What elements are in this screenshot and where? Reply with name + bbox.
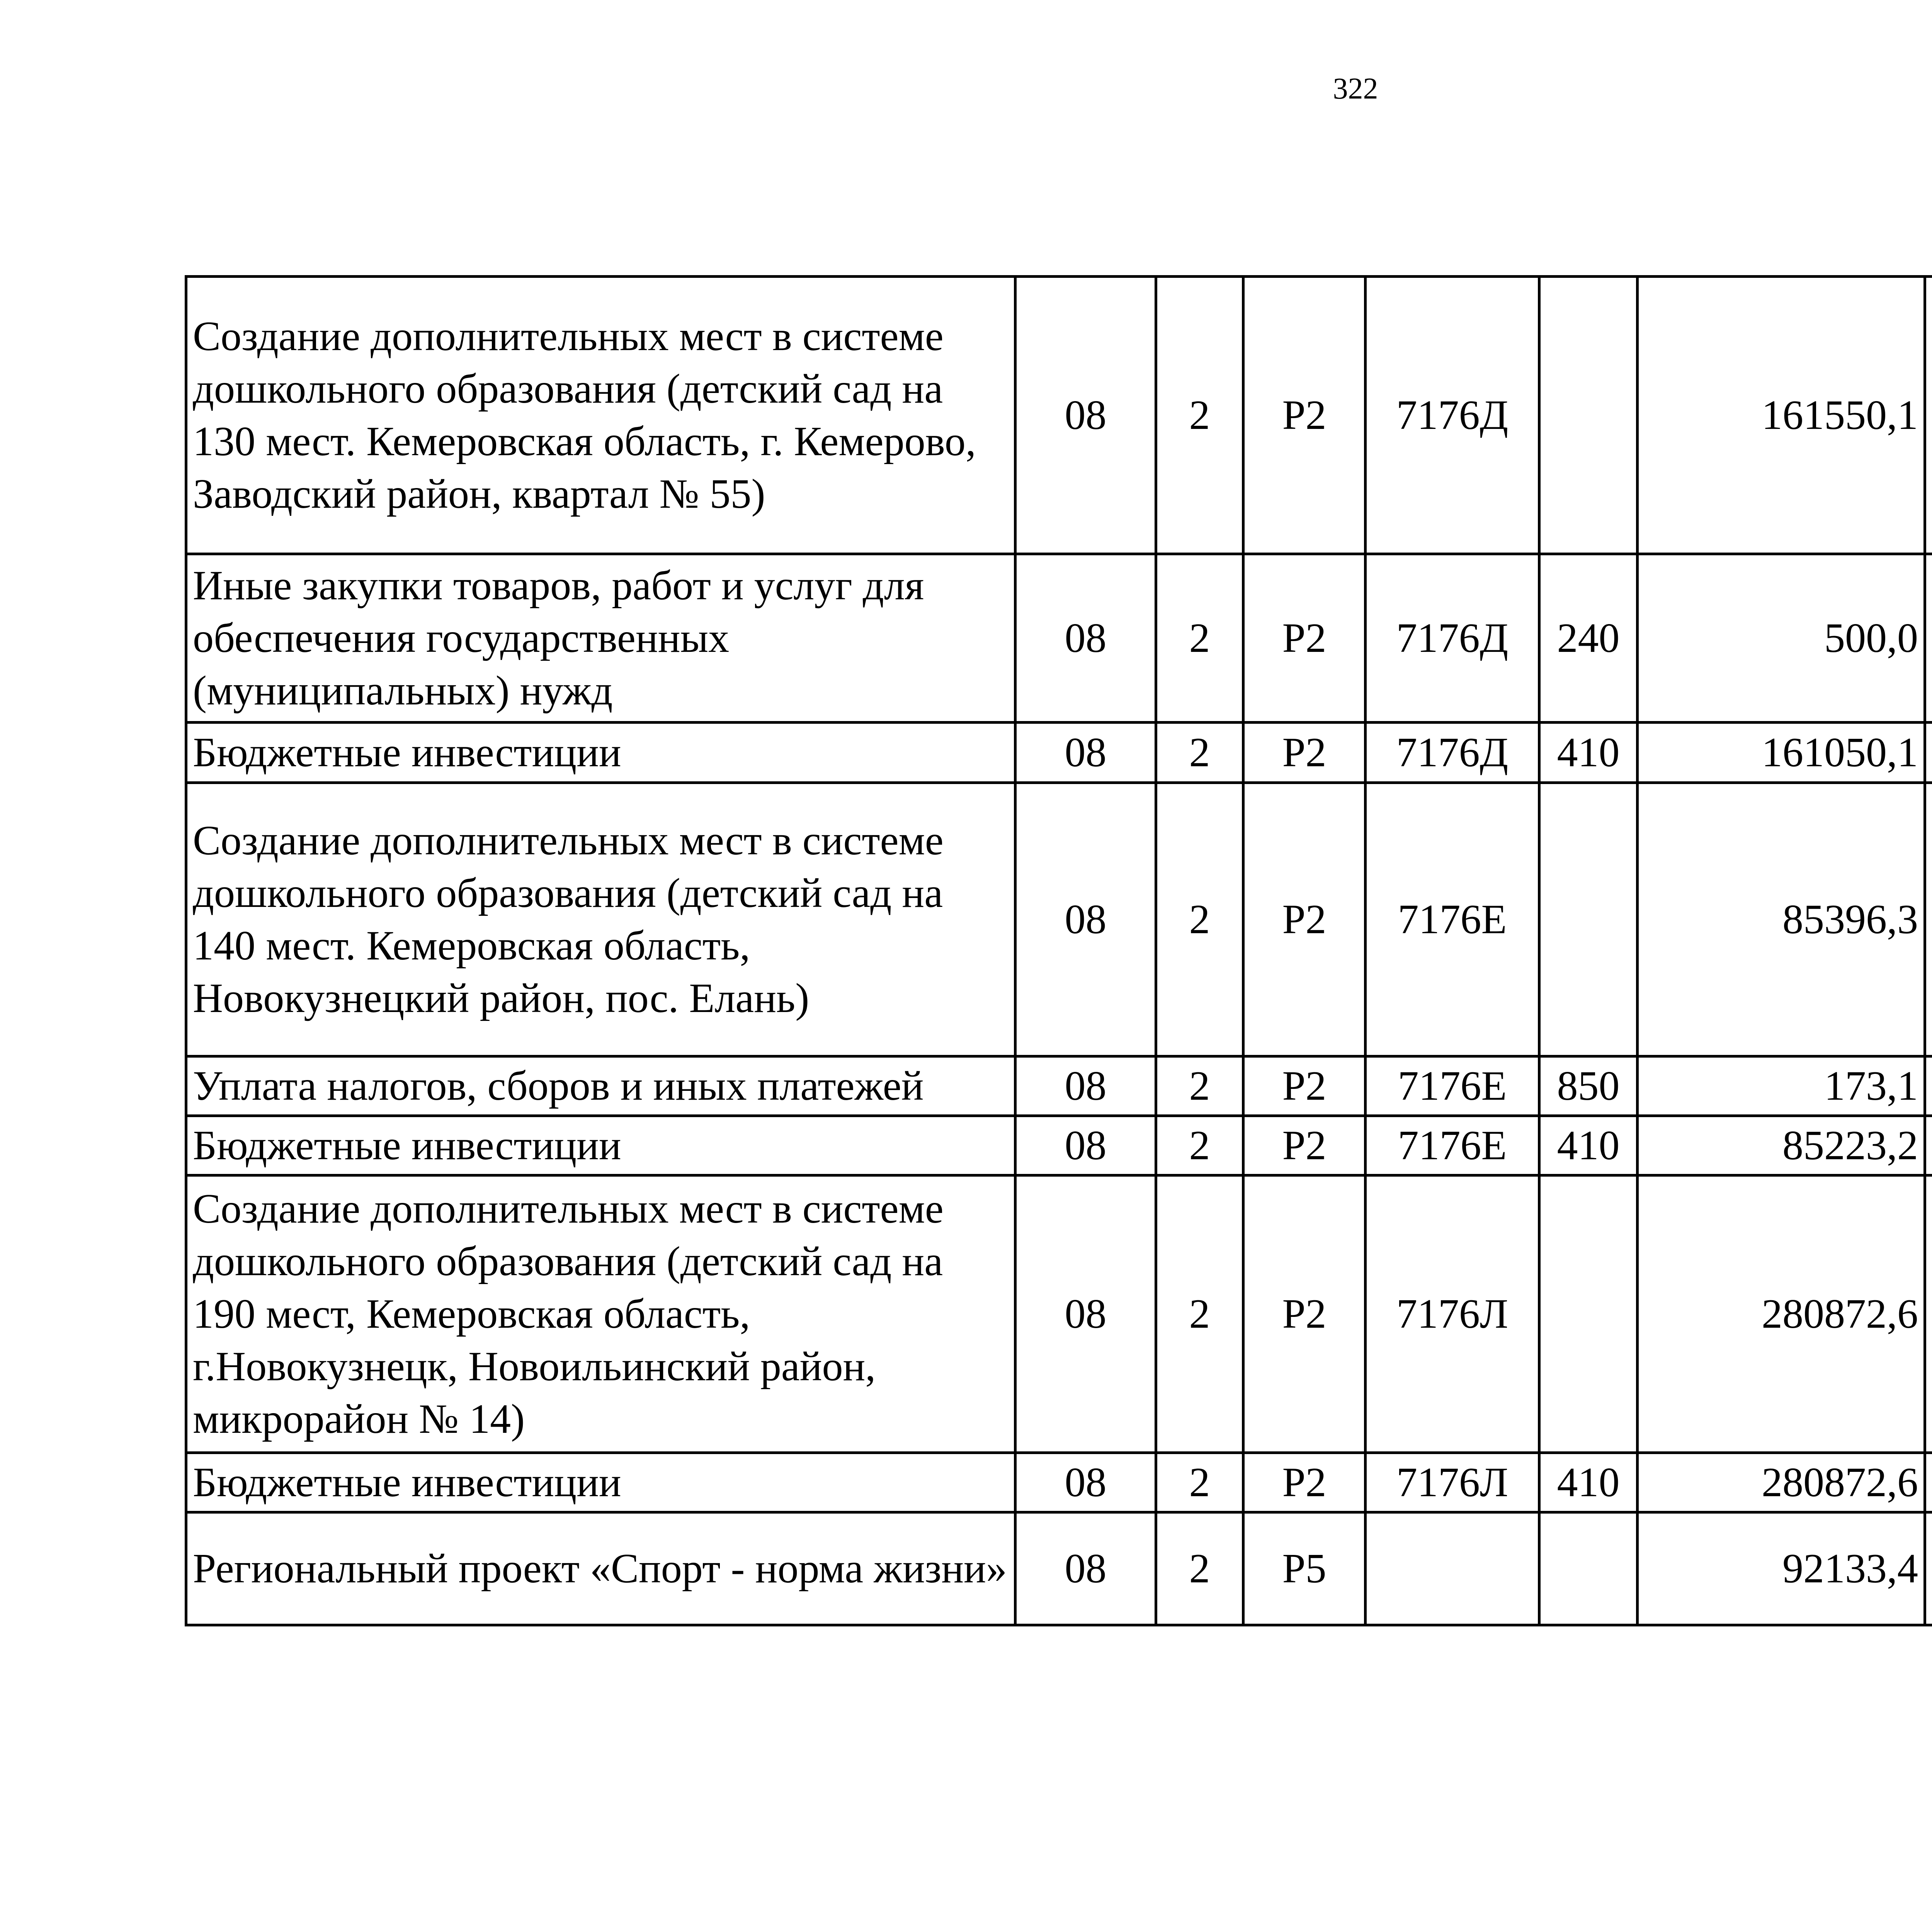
amount-2-cell — [1925, 1116, 1932, 1175]
amount-cell: 280872,6 — [1638, 1453, 1925, 1512]
subsection-code-cell: 2 — [1156, 723, 1243, 783]
row-name-cell: Бюджетные инвестиции — [186, 723, 1015, 783]
amount-cell: 161550,1 — [1638, 277, 1925, 554]
amount-2-cell — [1925, 723, 1932, 783]
row-name-cell: Создание дополнительных мест в системе дошкольного образования (детский сад на 140 мест. Кемеровская область, Новокузнецкий район, пос. Елань) — [186, 783, 1015, 1056]
expense-type-cell — [1539, 277, 1638, 554]
table-row — [186, 1175, 1932, 1453]
project-code-cell: Р2 — [1243, 1056, 1366, 1116]
row-name-cell: Создание дополнительных мест в системе дошкольного образования (детский сад на 130 мест. Кемеровская область, г. Кемерово, Заводский район, квартал № 55) — [186, 277, 1015, 554]
table-row — [186, 554, 1932, 723]
amount-2-cell — [1925, 1175, 1932, 1453]
project-code-cell: Р2 — [1243, 554, 1366, 723]
table-row — [186, 1116, 1932, 1175]
target-code-cell: 7176Е — [1366, 1056, 1539, 1116]
table-row — [186, 277, 1932, 554]
expense-type-cell: 240 — [1539, 554, 1638, 723]
subsection-code-cell: 2 — [1156, 1116, 1243, 1175]
expense-type-cell — [1539, 1512, 1638, 1625]
section-code-cell: 08 — [1015, 554, 1156, 723]
page-number: 322 — [1333, 71, 1378, 105]
row-name-cell: Создание дополнительных мест в системе дошкольного образования (детский сад на 190 мест, Кемеровская область, г.Новокузнецк, Новоильинский район, микрорайон № 14) — [186, 1175, 1015, 1453]
expense-type-cell — [1539, 1175, 1638, 1453]
section-code-cell: 08 — [1015, 1056, 1156, 1116]
target-code-cell: 7176Д — [1366, 554, 1539, 723]
target-code-cell: 7176Е — [1366, 783, 1539, 1056]
amount-2-cell — [1925, 554, 1932, 723]
amount-2-cell — [1925, 1512, 1932, 1625]
project-code-cell: Р2 — [1243, 783, 1366, 1056]
target-code-cell — [1366, 1512, 1539, 1625]
project-code-cell: Р2 — [1243, 1116, 1366, 1175]
row-name-cell: Бюджетные инвестиции — [186, 1116, 1015, 1175]
amount-2-cell — [1925, 783, 1932, 1056]
amount-2-cell — [1925, 277, 1932, 554]
subsection-code-cell: 2 — [1156, 1056, 1243, 1116]
section-code-cell: 08 — [1015, 1175, 1156, 1453]
subsection-code-cell: 2 — [1156, 554, 1243, 723]
table-row — [186, 723, 1932, 783]
project-code-cell: Р2 — [1243, 723, 1366, 783]
project-code-cell: Р5 — [1243, 1512, 1366, 1625]
subsection-code-cell: 2 — [1156, 783, 1243, 1056]
target-code-cell: 7176Д — [1366, 277, 1539, 554]
table-row — [186, 1512, 1932, 1625]
amount-cell: 161050,1 — [1638, 723, 1925, 783]
amount-cell: 92133,4 — [1638, 1512, 1925, 1625]
subsection-code-cell: 2 — [1156, 1512, 1243, 1625]
expense-type-cell: 850 — [1539, 1056, 1638, 1116]
amount-2-cell — [1925, 1453, 1932, 1512]
project-code-cell: Р2 — [1243, 1175, 1366, 1453]
section-code-cell: 08 — [1015, 1453, 1156, 1512]
section-code-cell: 08 — [1015, 277, 1156, 554]
target-code-cell: 7176Л — [1366, 1175, 1539, 1453]
expense-type-cell — [1539, 783, 1638, 1056]
amount-cell: 280872,6 — [1638, 1175, 1925, 1453]
subsection-code-cell: 2 — [1156, 1453, 1243, 1512]
section-code-cell: 08 — [1015, 783, 1156, 1056]
amount-2-cell — [1925, 1056, 1932, 1116]
row-name-cell: Иные закупки товаров, работ и услуг для обеспечения государственных (муниципальных) нужд — [186, 554, 1015, 723]
table-row — [186, 1056, 1932, 1116]
row-name-cell: Уплата налогов, сборов и иных платежей — [186, 1056, 1015, 1116]
section-code-cell: 08 — [1015, 1116, 1156, 1175]
expense-type-cell: 410 — [1539, 1453, 1638, 1512]
target-code-cell: 7176Л — [1366, 1453, 1539, 1512]
amount-cell: 173,1 — [1638, 1056, 1925, 1116]
section-code-cell: 08 — [1015, 723, 1156, 783]
table-row — [186, 783, 1932, 1056]
project-code-cell: Р2 — [1243, 277, 1366, 554]
table-row — [186, 1453, 1932, 1512]
expense-type-cell: 410 — [1539, 1116, 1638, 1175]
budget-table — [185, 275, 1932, 1626]
row-name-cell: Бюджетные инвестиции — [186, 1453, 1015, 1512]
expense-type-cell: 410 — [1539, 723, 1638, 783]
amount-cell: 85223,2 — [1638, 1116, 1925, 1175]
project-code-cell: Р2 — [1243, 1453, 1366, 1512]
amount-cell: 500,0 — [1638, 554, 1925, 723]
subsection-code-cell: 2 — [1156, 1175, 1243, 1453]
row-name-cell: Региональный проект «Спорт - норма жизни» — [186, 1512, 1015, 1625]
section-code-cell: 08 — [1015, 1512, 1156, 1625]
target-code-cell: 7176Д — [1366, 723, 1539, 783]
target-code-cell: 7176Е — [1366, 1116, 1539, 1175]
amount-cell: 85396,3 — [1638, 783, 1925, 1056]
subsection-code-cell: 2 — [1156, 277, 1243, 554]
